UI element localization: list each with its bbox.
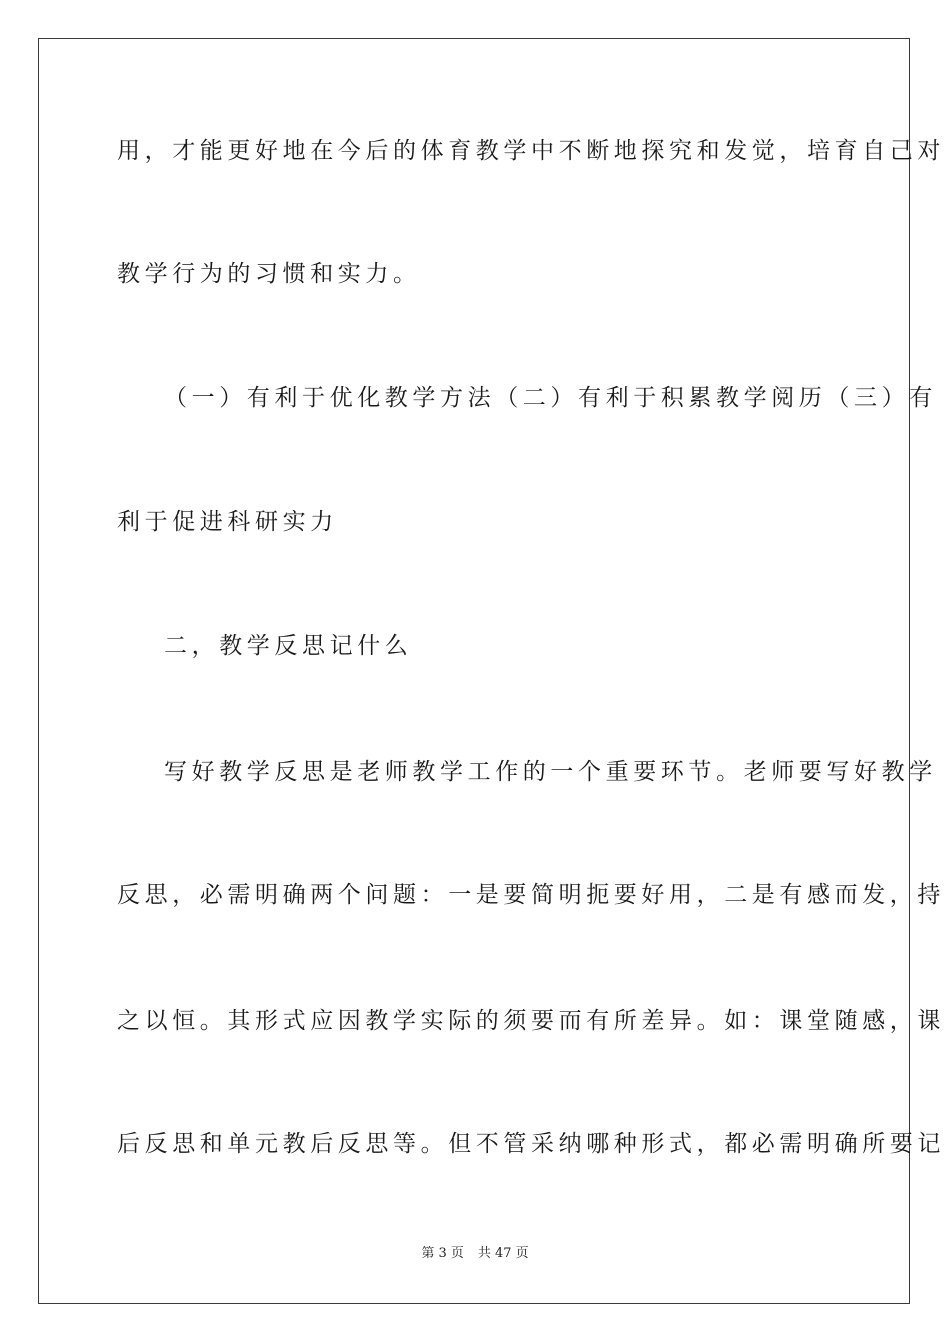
body-text-line: 后反思和单元教后反思等。但不管采纳哪种形式，都必需明确所要记 [117, 1131, 945, 1157]
section-heading: 二，教学反思记什么 [164, 633, 413, 659]
page-number: 第 3 页 [421, 1246, 464, 1261]
body-text-line: 利于促进科研实力 [117, 509, 338, 535]
body-text-line: 写好教学反思是老师教学工作的一个重要环节。老师要写好教学 [164, 759, 937, 785]
body-text-line: 教学行为的习惯和实力。 [117, 261, 421, 287]
page-footer [0, 1245, 950, 1263]
body-text-line: 反思，必需明确两个问题：一是要简明扼要好用，二是有感而发，持 [117, 882, 945, 908]
body-text-line: 用，才能更好地在今后的体育教学中不断地探究和发觉，培育自己对 [117, 138, 945, 164]
page-border [38, 38, 945, 1304]
list-text-line: （一）有利于优化教学方法（二）有利于积累教学阅历（三）有 [164, 385, 937, 411]
page-total: 共 47 页 [477, 1246, 529, 1261]
body-text-line: 之以恒。其形式应因教学实际的须要而有所差异。如：课堂随感，课 [117, 1008, 945, 1034]
